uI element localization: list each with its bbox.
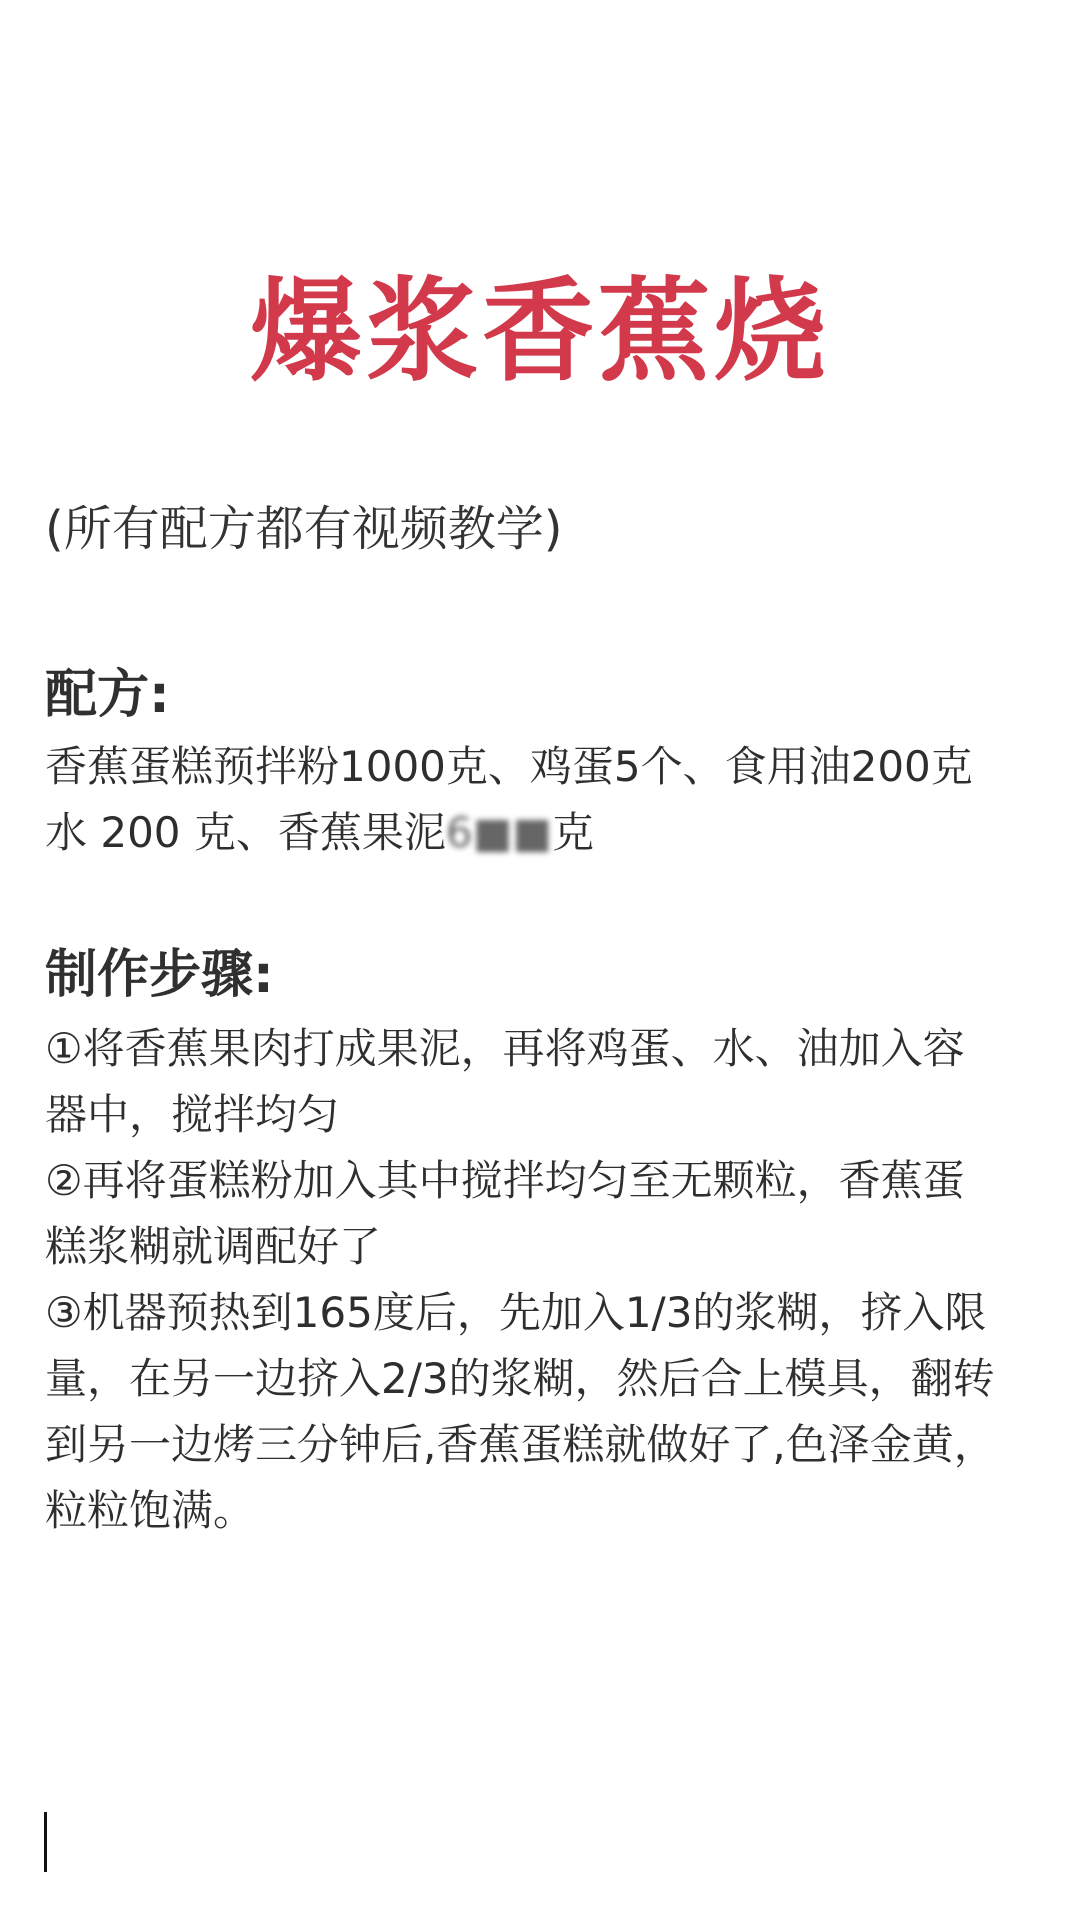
text-cursor — [44, 1812, 47, 1872]
step-line: ①将香蕉果肉打成果泥，再将鸡蛋、水、油加入容 — [45, 1024, 965, 1073]
blurred-quantity-mask: ■■ — [472, 808, 552, 857]
step-line: 粒粒饱满。 — [45, 1486, 256, 1535]
recipe-body — [45, 734, 1045, 866]
step-line: ③机器预热到165度后，先加入1/3的浆糊，挤入限 — [45, 1288, 987, 1337]
step-line: 糕浆糊就调配好了 — [45, 1222, 382, 1271]
page-title: 爆浆香蕉烧 — [250, 267, 830, 397]
steps-body — [45, 1016, 1045, 1544]
recipe-line-2-suffix: 克 — [551, 808, 594, 857]
steps-heading: 制作步骤: — [45, 945, 274, 1005]
recipe-line-2 — [45, 800, 1045, 866]
recipe-heading: 配方: — [45, 665, 170, 725]
step-line: ②再将蛋糕粉加入其中搅拌均匀至无颗粒，香蕉蛋 — [45, 1156, 965, 1205]
recipe-line-1: 香蕉蛋糕预拌粉1000克、鸡蛋5个、食用油200克 — [45, 742, 973, 791]
step-line: 器中，搅拌均匀 — [45, 1090, 340, 1139]
recipe-line-2-prefix: 水 200 克、香蕉果泥 — [45, 808, 446, 857]
step-line: 量，在另一边挤入2/3的浆糊，然后合上模具，翻转 — [45, 1354, 995, 1403]
blurred-quantity: 6 — [445, 808, 473, 857]
subtitle: (所有配方都有视频教学) — [45, 501, 563, 557]
step-line: 到另一边烤三分钟后,香蕉蛋糕就做好了,色泽金黄， — [45, 1420, 996, 1469]
